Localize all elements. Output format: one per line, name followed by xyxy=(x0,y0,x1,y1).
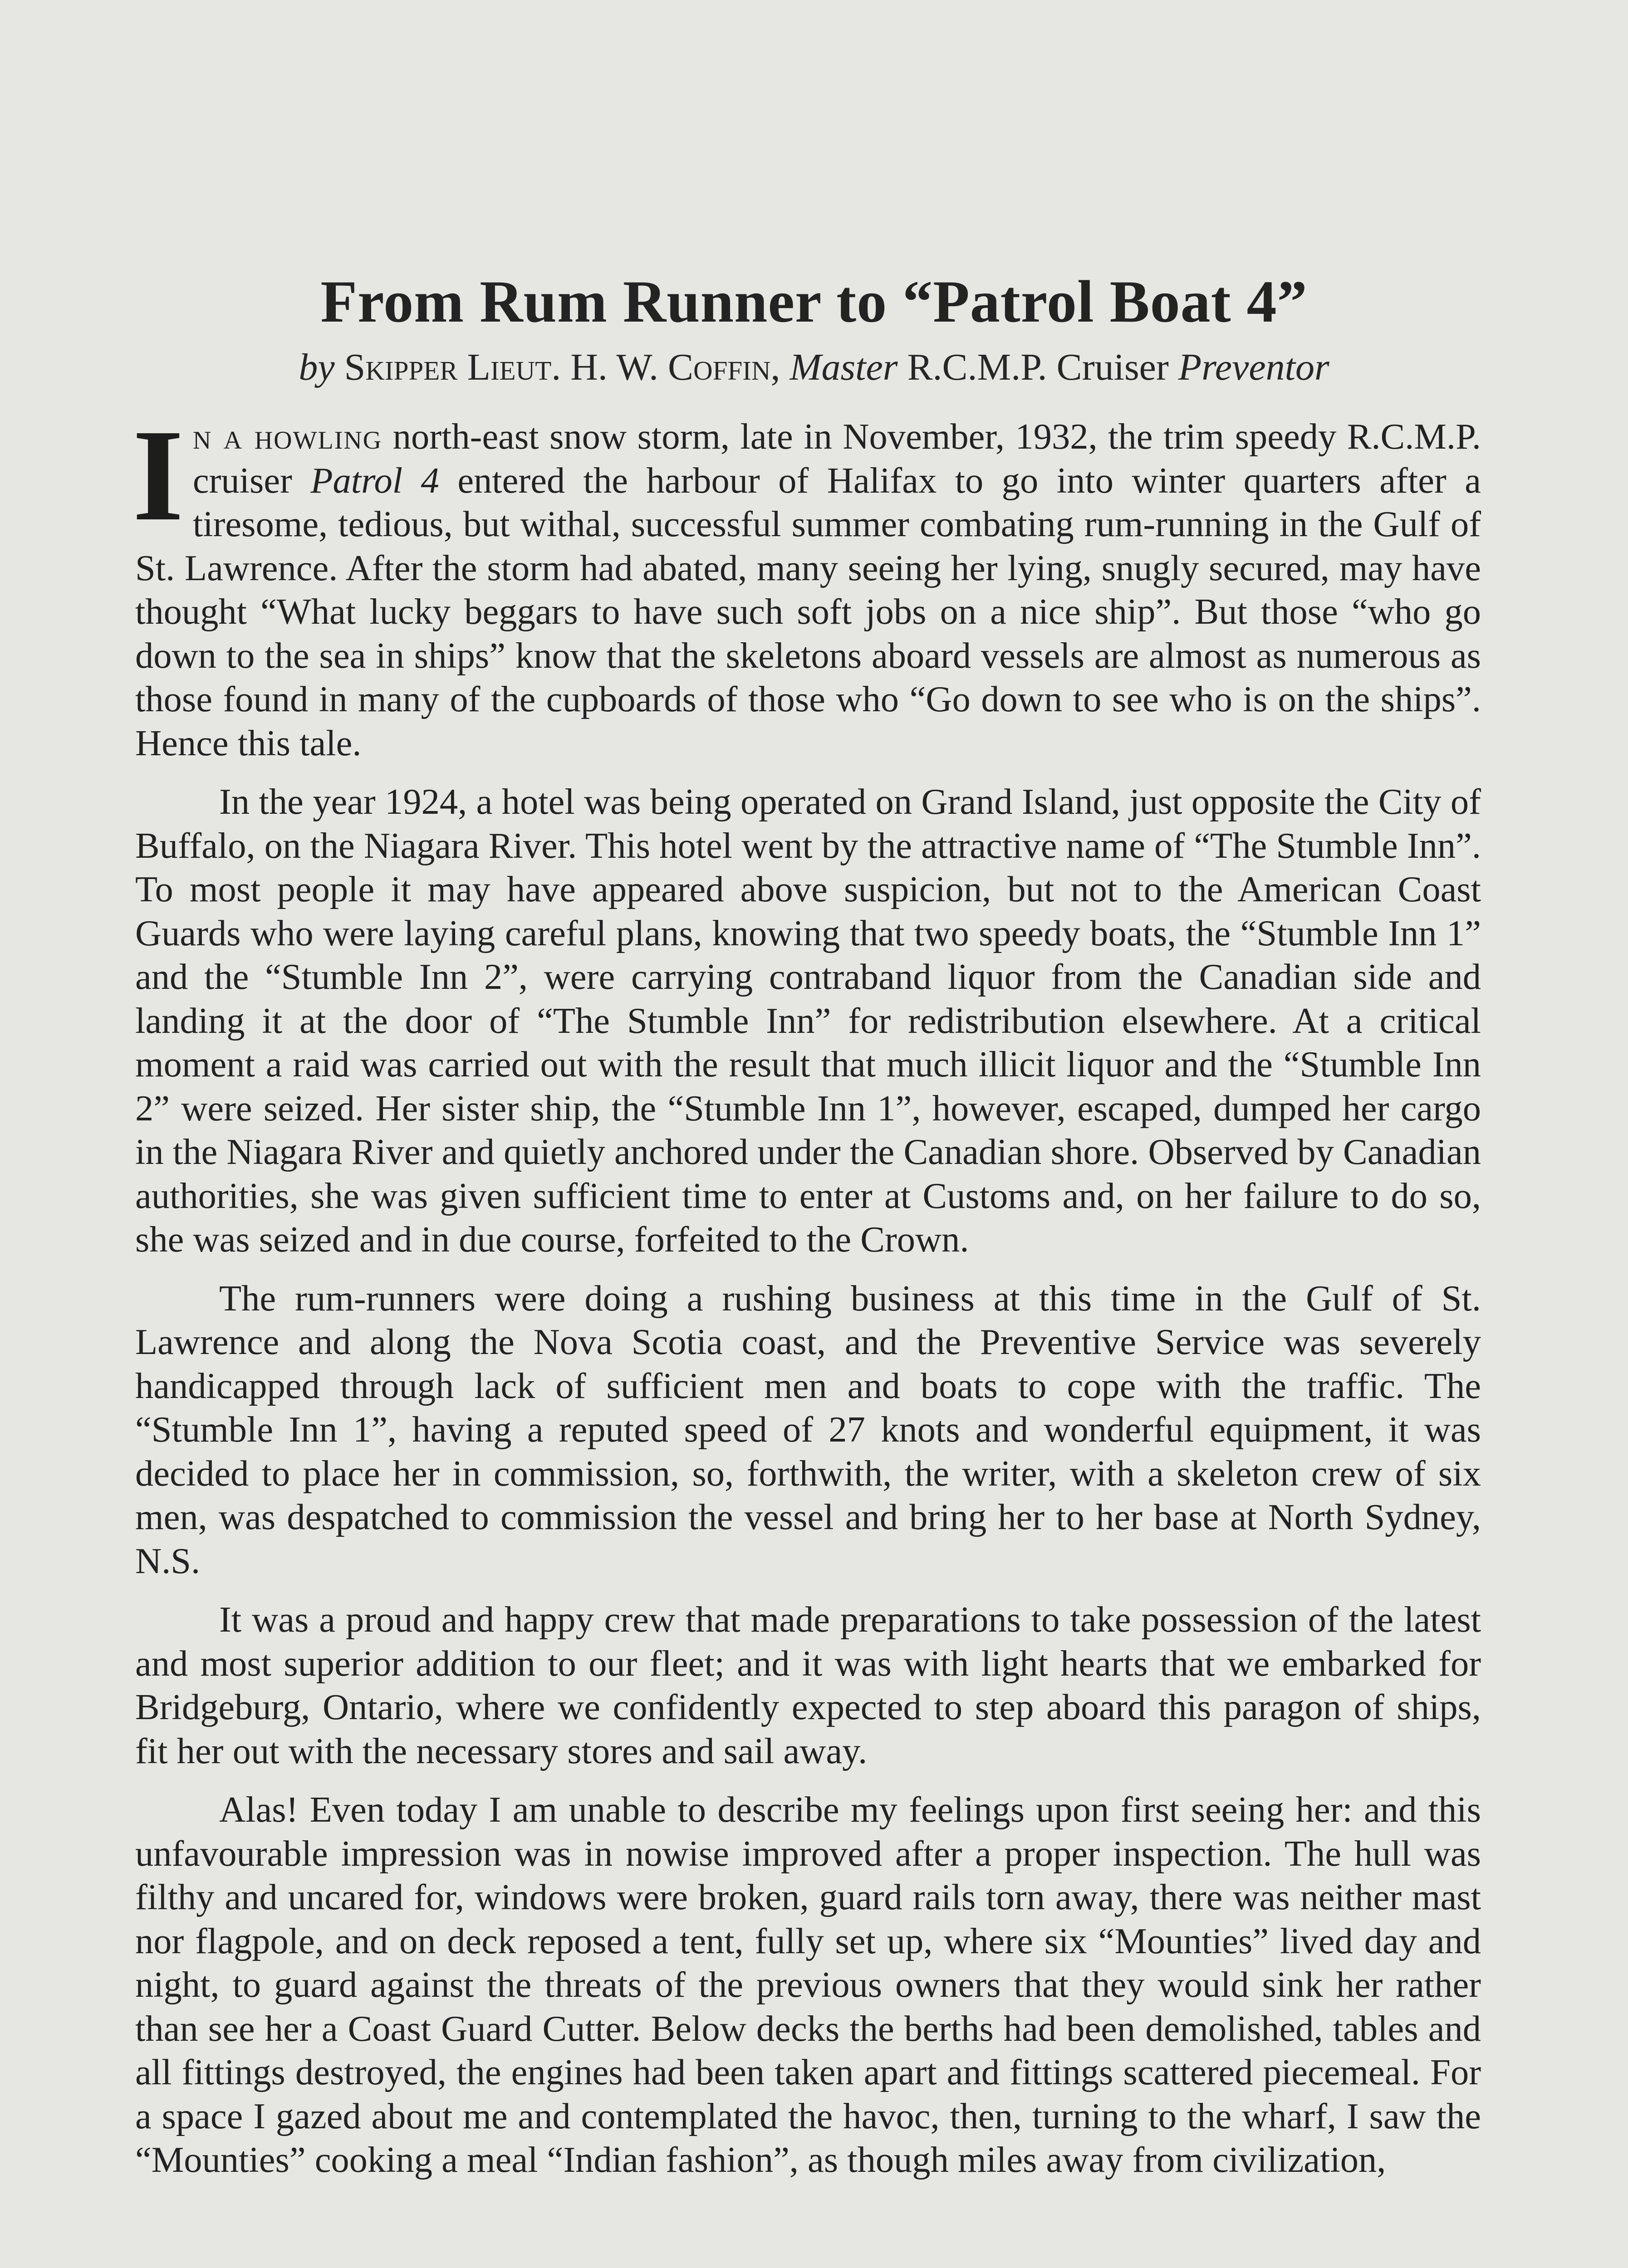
article-body xyxy=(132,402,1481,2197)
byline-author: Skipper Lieut. H. W. Coffin, xyxy=(344,346,780,388)
drop-cap: I xyxy=(132,402,184,548)
paragraph-2: In the year 1924, a hotel was being operated on Grand Island, just opposite the City of Buffalo, on the Niagara River. This hotel went by the attractive name of “The Stumble Inn”. To most people it may have appeared above suspicion, but not to the American Coast Guards who were laying careful plans, knowing that two speedy boats, the “Stumble Inn 1” and the “Stumble Inn 2”, were carrying contraband liquor from the Canadian side and landing it at the door of “The Stumble Inn” for redistribution elsewhere. At a critical moment a raid was carried out with the result that much illicit liquor and the “Stumble Inn 2” were seized. Her sister ship, the “Stumble Inn 1”, however, escaped, dumped her cargo in the Niagara River and quietly anchored under the Canadian shore. Observed by Canadian authorities, she was given sufficient time to enter at Customs and, on her failure to do so, she was seized and in due course, forfeited to the Crown. xyxy=(135,782,1481,1260)
paragraph-4: It was a proud and happy crew that made preparations to take possession of the latest and most superior addition to our fleet; and it was with light hearts that we embarked for Bridgeburg, Ontario, where we confidently expected to step aboard this paragon of ships, fit her out with the necessary stores and sail away. xyxy=(135,1599,1481,1771)
paragraph-1-text-a: north-east snow storm, late in November, 1932, the trim speedy R.C.M.P. cruiser xyxy=(192,416,1481,501)
article-byline xyxy=(0,342,1628,392)
paragraph-1 xyxy=(132,402,1481,765)
vessel-name: Patrol 4 xyxy=(310,460,439,501)
lead-in-words: n a howling xyxy=(192,416,382,457)
article-title: From Rum Runner to “Patrol Boat 4” xyxy=(320,268,1308,335)
byline-org: R.C.M.P. Cruiser xyxy=(907,346,1169,388)
byline-role: Master xyxy=(789,346,898,388)
paragraph-1-text-b: entered the harbour of Halifax to go into winter quarters after a tiresome, tedious, but withal, successful summer combating rum-running in the Gulf of St. Lawrence. After the storm had abated, many seeing her lying, snugly secured, may have thought “What lucky beggars to have such soft jobs on a nice ship”. But those “who go down to the sea in ships” know that the skeletons aboard vessels are almost as numerous as those found in many of the cupboards of those who “Go down to see who is on the ships”. Hence this tale. xyxy=(135,460,1481,763)
byline-vessel: Preventor xyxy=(1178,346,1329,388)
byline-by: by xyxy=(299,346,335,388)
paragraph-5: Alas! Even today I am unable to describe my feelings upon first seeing her: and this unfavourable impression was in nowise improved after a proper inspection. The hull was filthy and uncared for, windows were broken, guard rails torn away, there was neither mast nor flagpole, and on deck reposed a tent, fully set up, where six “Mounties” lived day and night, to guard against the threats of the previous owners that they would sink her rather than see her a Coast Guard Cutter. Below decks the berths had been demolished, tables and all fittings destroyed, the engines had been taken apart and fittings scattered piecemeal. For a space I gazed about me and contemplated the havoc, then, turning to the wharf, I saw the “Mounties” cooking a meal “Indian fashion”, as though miles away from civilization, xyxy=(135,1789,1481,2180)
paragraph-3: The rum-runners were doing a rushing business at this time in the Gulf of St. Lawrence and along the Nova Scotia coast, and the Preventive Service was severely handicapped through lack of sufficient men and boats to cope with the traffic. The “Stumble Inn 1”, having a reputed speed of 27 knots and wonderful equipment, it was decided to place her in commission, so, forthwith, the writer, with a skeleton crew of six men, was despatched to commission the vessel and bring her to her base at North Sydney, N.S. xyxy=(135,1278,1481,1581)
